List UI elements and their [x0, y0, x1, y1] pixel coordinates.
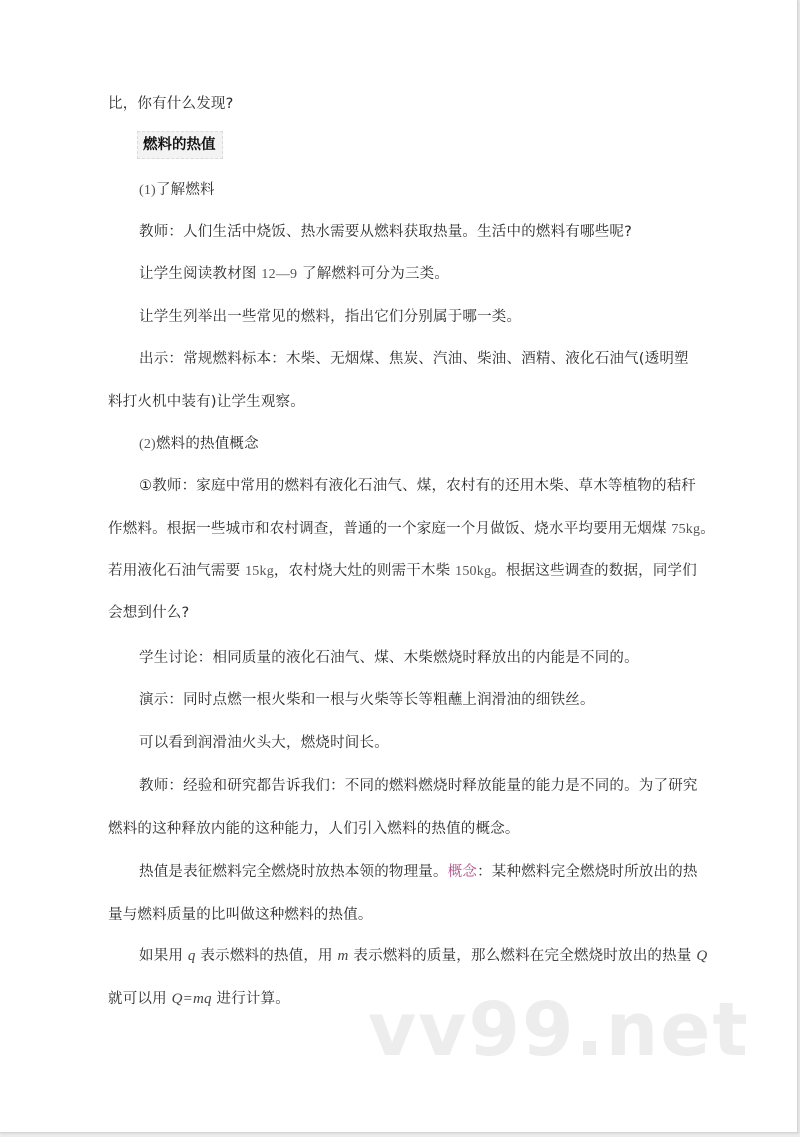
text: 让学生列举出一些常见的燃料，指出它们分别属于哪一类。	[139, 309, 522, 325]
text: 演示：同时点燃一根火柴和一根与火柴等长等粗蘸上润滑油的细铁丝。	[139, 692, 595, 708]
variable-m: m	[337, 948, 349, 964]
paragraph-line	[108, 989, 290, 1009]
section-heading: 燃料的热值	[143, 137, 216, 153]
text: 量与燃料质量的比叫做这种燃料的热值。	[108, 907, 373, 923]
text: 教师：人们生活中烧饭、热水需要从燃料获取热量。生活中的燃料有哪些呢?	[139, 224, 632, 240]
paragraph-line	[108, 905, 373, 925]
text: 若用液化石油气需要	[108, 563, 246, 579]
text: 了解燃料可分为三类。	[297, 266, 450, 282]
subsection-heading	[139, 434, 259, 455]
text: 。根据这些调查的数据，同学们	[491, 563, 697, 579]
paragraph-line	[108, 392, 305, 412]
text: 让学生阅读教材图	[139, 266, 262, 282]
text: 燃料的这种释放内能的这种能力，人们引入燃料的热值的概念。	[108, 821, 520, 837]
paragraph-line	[139, 733, 389, 753]
formula: Q=mq	[171, 991, 212, 1007]
paragraph-line	[139, 690, 595, 710]
paragraph-line	[139, 264, 449, 285]
text: 料打火机中装有)让学生观察。	[108, 394, 305, 410]
paragraph-line	[139, 476, 696, 496]
paragraph-line	[108, 819, 520, 839]
paragraph-line	[139, 862, 698, 882]
variable-q: q	[187, 948, 196, 964]
quantity: 15kg	[245, 564, 274, 579]
paragraph-line	[139, 349, 689, 369]
text: 热值是表征燃料完全燃烧时放热本领的物理量。	[139, 864, 448, 880]
text: 出示：常规燃料标本：木柴、无烟煤、焦炭、汽油、柴油、酒精、液化石油气(透明塑	[139, 351, 689, 367]
quantity: 75kg	[671, 522, 701, 537]
text: 比，你有什么发现?	[108, 96, 234, 112]
text: 了解燃料	[155, 182, 215, 198]
text: 会想到什么?	[108, 605, 190, 621]
figure-number: 12—9	[261, 267, 298, 282]
text: 表示燃料的质量，那么燃料在完全燃烧时放出的热量	[348, 948, 697, 964]
paragraph-line	[139, 307, 521, 327]
text: ：某种燃料完全燃烧时所放出的热	[477, 864, 698, 880]
text: ，农村烧大灶的则需干木柴	[273, 563, 456, 579]
paragraph-line	[139, 648, 639, 668]
paragraph-line	[108, 603, 189, 623]
paragraph-line	[139, 222, 632, 242]
text: 。	[700, 521, 715, 537]
text: 就可以用	[108, 991, 172, 1007]
subsection-heading	[139, 180, 215, 201]
list-number: (1)	[139, 183, 156, 198]
text: 教师：经验和研究都告诉我们：不同的燃料燃烧时释放能量的能力是不同的。为了研究	[139, 778, 698, 794]
quantity: 150kg	[455, 564, 492, 579]
text: 可以看到润滑油火头大，燃烧时间长。	[139, 735, 389, 751]
watermark: vv99.net	[368, 987, 750, 1073]
paragraph-line	[139, 776, 698, 796]
paragraph-line	[139, 946, 707, 966]
list-number: (2)	[139, 437, 156, 452]
text: 燃料的热值概念	[155, 436, 259, 452]
variable-Q: Q	[696, 948, 708, 964]
paragraph-line	[108, 519, 715, 540]
text: 学生讨论：相同质量的液化石油气、煤、木柴燃烧时释放出的内能是不同的。	[139, 650, 639, 666]
concept-label: 概念	[447, 864, 478, 880]
paragraph-line	[108, 561, 697, 582]
text: 表示燃料的热值，用	[195, 948, 338, 964]
text: ①教师：家庭中常用的燃料有液化石油气、煤，农村有的还用木柴、草木等植物的秸秆	[139, 478, 697, 494]
text: 进行计算。	[211, 991, 291, 1007]
text: 如果用	[139, 948, 188, 964]
text: 作燃料。根据一些城市和农村调查，普通的一个家庭一个月做饭、烧水平均要用无烟煤	[108, 521, 672, 537]
paragraph-line	[108, 94, 234, 114]
